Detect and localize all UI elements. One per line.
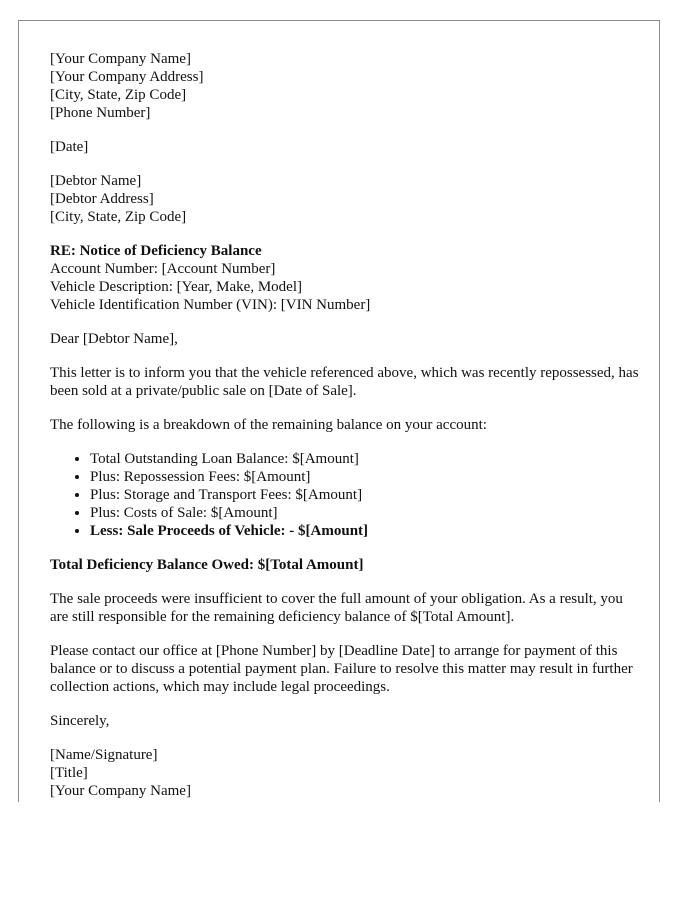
breakdown-item-sale-proceeds: • Less: Sale Proceeds of Vehicle: - $[Amount] xyxy=(90,522,640,540)
signature-block xyxy=(50,746,640,800)
recipient-block xyxy=(50,172,640,226)
letter-date: [Date] xyxy=(50,139,89,155)
closing: Sincerely, xyxy=(50,713,110,729)
total-deficiency-line: Total Deficiency Balance Owed: $[Total Amount] xyxy=(50,557,364,573)
signature-name: [Name/Signature] xyxy=(50,747,158,763)
breakdown-item-repossession-fees: • Plus: Repossession Fees: $[Amount] xyxy=(90,468,640,486)
letter-content xyxy=(50,50,640,800)
subject-block xyxy=(50,242,640,314)
recipient-address: [Debtor Address] xyxy=(50,191,154,207)
account-number-line: Account Number: [Account Number] xyxy=(50,261,276,277)
sender-city-state-zip: [City, State, Zip Code] xyxy=(50,87,187,103)
sender-phone: [Phone Number] xyxy=(50,105,151,121)
signature-title: [Title] xyxy=(50,765,88,781)
breakdown-item-loan-balance: • Total Outstanding Loan Balance: $[Amount] xyxy=(90,450,640,468)
subject-heading: RE: Notice of Deficiency Balance xyxy=(50,243,262,259)
paragraph-breakdown-intro: The following is a breakdown of the remaining balance on your account: xyxy=(50,417,487,433)
vin-line: Vehicle Identification Number (VIN): [VIN Number] xyxy=(50,297,371,313)
vehicle-description-line: Vehicle Description: [Year, Make, Model] xyxy=(50,279,302,295)
breakdown-list xyxy=(50,450,640,540)
paragraph-insufficient: The sale proceeds were insufficient to cover the full amount of your obligation. As a result, you are still responsible for the remaining deficiency balance of $[Total Amount]. xyxy=(50,591,623,625)
recipient-name: [Debtor Name] xyxy=(50,173,142,189)
breakdown-item-storage-fees: • Plus: Storage and Transport Fees: $[Amount] xyxy=(90,486,640,504)
signature-company: [Your Company Name] xyxy=(50,783,191,799)
paragraph-sale-notice: This letter is to inform you that the vehicle referenced above, which was recently repossessed, has been sold at a private/public sale on [Date of Sale]. xyxy=(50,365,639,399)
breakdown-item-costs-of-sale: • Plus: Costs of Sale: $[Amount] xyxy=(90,504,640,522)
salutation: Dear [Debtor Name], xyxy=(50,331,178,347)
recipient-city-state-zip: [City, State, Zip Code] xyxy=(50,209,187,225)
sender-company-address: [Your Company Address] xyxy=(50,69,204,85)
sender-company-name: [Your Company Name] xyxy=(50,51,191,67)
sender-block xyxy=(50,50,640,122)
paragraph-contact: Please contact our office at [Phone Number] by [Deadline Date] to arrange for payment of this balance or to discuss a potential payment plan. Failure to resolve this matter may result in further collection actions, which may include legal proceedings. xyxy=(50,643,633,695)
date-block xyxy=(50,138,640,156)
letter-page xyxy=(18,20,660,802)
